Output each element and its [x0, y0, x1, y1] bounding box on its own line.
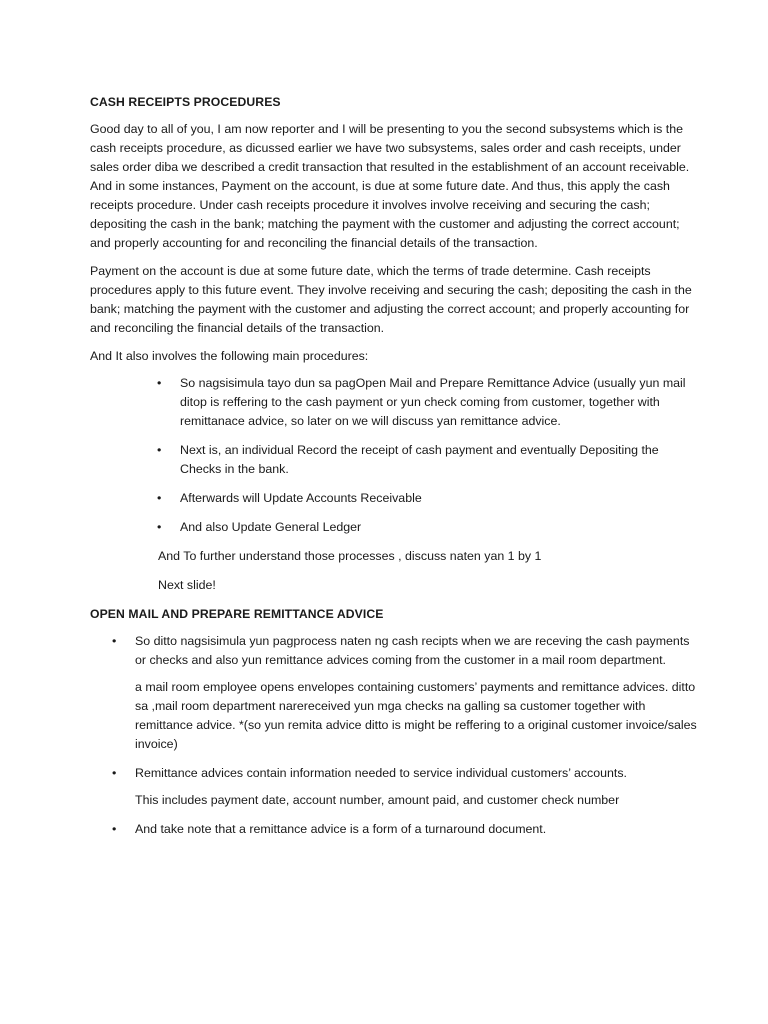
payment-paragraph: Payment on the account is due at some future date, which the terms of trade determine. Cash receipts procedures apply to this future event. They involve receiving and securing the cash; depositing the cash in the bank; matching the payment with the customer and adjusting the correct account; and properly accounting for and reconciling the financial details of the transaction. [90, 264, 692, 335]
procedures-intro: And It also involves the following main procedures: [90, 349, 369, 363]
bullet-icon: • [157, 520, 162, 534]
list-item-text: So ditto nagsisimula yun pagprocess naten ng cash recipts when we are receving the cash payments or checks and also yun remittance advices coming from the customer in a mail room department. [135, 634, 690, 667]
bullet-icon: • [157, 376, 162, 390]
list-item [90, 820, 698, 839]
list-item [90, 764, 698, 810]
processes-note: And To further understand those processes , discuss naten yan 1 by 1 [158, 549, 542, 563]
next-slide-note: Next slide! [158, 578, 216, 592]
bullet-icon: • [157, 443, 162, 457]
bullet-icon: • [112, 822, 117, 836]
procedures-list [90, 374, 698, 537]
list-item-text: And take note that a remittance advice is a form of a turnaround document. [135, 822, 547, 836]
intro-paragraph: Good day to all of you, I am now reporter and I will be presenting to you the second subsystems which is the cash receipts procedure, as dicussed earlier we have two subsystems, sales order and cash receipts, under sales order diba we described a credit transaction that resulted in the establishment of an account receivable. And in some instances, Payment on the account, is due at some future date. And thus, this apply the cash receipts procedure. Under cash receipts procedure it involves involve receiving and securing the cash; depositing the cash in the bank; matching the payment with the customer and adjusting the correct account; and properly accounting for and reconciling the financial details of the transaction. [90, 122, 690, 250]
procedure-text: Afterwards will Update Accounts Receivable [180, 491, 422, 505]
list-item [90, 441, 698, 479]
list-item-subtext: This includes payment date, account number, amount paid, and customer check number [135, 793, 620, 807]
list-item-text: Remittance advices contain information needed to service individual customers’ accounts. [135, 766, 627, 780]
list-item [90, 374, 698, 431]
section-heading-cash-receipts: CASH RECEIPTS PROCEDURES [90, 95, 281, 109]
bullet-icon: • [112, 634, 117, 648]
bullet-icon: • [157, 491, 162, 505]
open-mail-list [90, 632, 698, 839]
list-item-subtext: a mail room employee opens envelopes containing customers’ payments and remittance advices. ditto sa ,mail room department narereceived yun mga checks na galling sa customer together with remittance advice. *(so yun remita advice ditto is might be reffering to a original customer invoice/sales invoice) [135, 680, 697, 751]
list-item [90, 632, 698, 754]
list-item [90, 489, 698, 508]
section-heading-open-mail: OPEN MAIL AND PREPARE REMITTANCE ADVICE [90, 607, 384, 621]
list-item [90, 518, 698, 537]
procedure-text: And also Update General Ledger [180, 520, 362, 534]
procedure-text: So nagsisimula tayo dun sa pagOpen Mail and Prepare Remittance Advice (usually yun mail ditop is reffering to the cash payment or yun check coming from customer, together with remittanace advice, so later on we will discuss yan remittance advice. [180, 376, 686, 428]
bullet-icon: • [112, 766, 117, 780]
procedure-text: Next is, an individual Record the receipt of cash payment and eventually Depositing the Checks in the bank. [180, 443, 659, 476]
